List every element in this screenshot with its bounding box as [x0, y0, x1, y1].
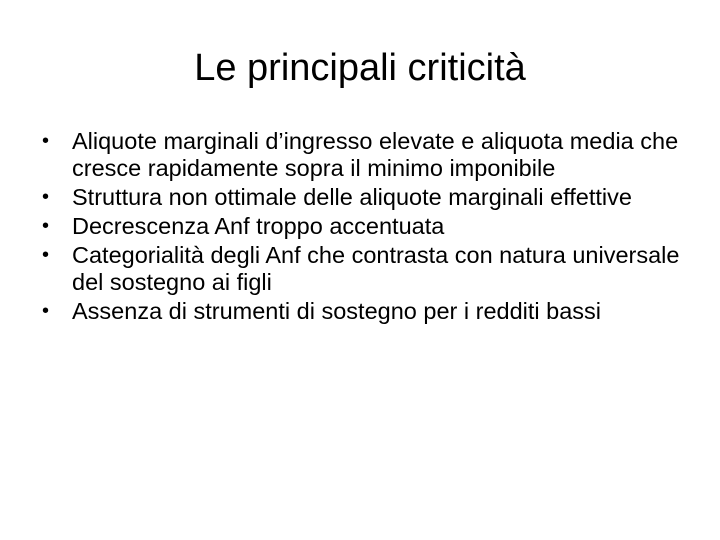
- bullet-icon: •: [42, 215, 50, 237]
- bullet-item: [40, 184, 680, 211]
- bullet-icon: •: [42, 244, 50, 266]
- bullet-text: Struttura non ottimale delle aliquote marginali effettive: [72, 184, 632, 210]
- slide-title: Le principali criticità: [194, 47, 526, 89]
- bullet-text: Assenza di strumenti di sostegno per i redditi bassi: [72, 298, 602, 324]
- bullet-text: Categorialità degli Anf che contrasta con natura universale del sostegno ai figli: [72, 242, 680, 295]
- bullet-text: Aliquote marginali d’ingresso elevate e aliquota media che cresce rapidamente sopra il minimo imponibile: [72, 128, 679, 181]
- bullet-icon: •: [42, 186, 50, 208]
- bullet-text: Decrescenza Anf troppo accentuata: [72, 213, 445, 239]
- bullet-item: [40, 213, 680, 240]
- bullet-icon: •: [42, 300, 50, 322]
- bullet-item: [40, 298, 680, 325]
- bullet-item: [40, 242, 680, 296]
- bullet-list: [40, 128, 680, 327]
- bullet-icon: •: [42, 130, 50, 152]
- bullet-item: [40, 128, 680, 182]
